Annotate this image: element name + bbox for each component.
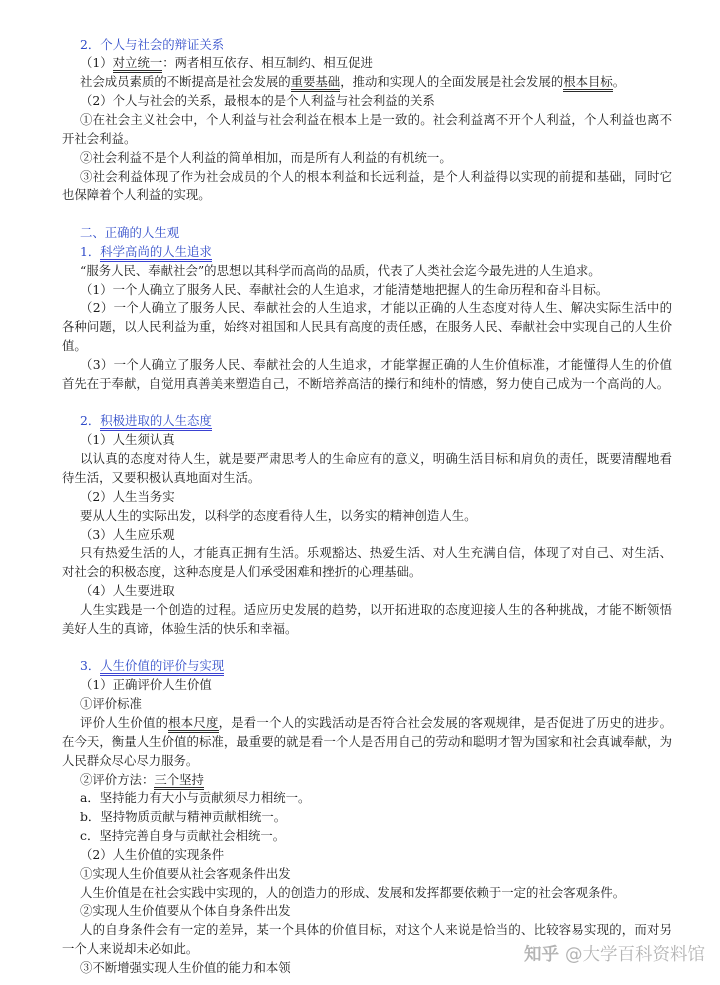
- paragraph: [62, 488, 672, 507]
- text-line: [62, 149, 672, 168]
- paragraph: [62, 111, 672, 149]
- paragraph: [62, 299, 672, 356]
- paragraph: [62, 902, 672, 921]
- paragraph: [62, 601, 672, 639]
- text-line: [62, 375, 672, 394]
- text-line: [62, 620, 672, 639]
- watermark: [524, 945, 705, 965]
- text-line: [62, 299, 672, 318]
- text-run: 在今天，衡量人生价值的标准，最重要的就是看一个人是否用自己的劳动和聪明才智为国家和社会真诚奉献，为: [62, 733, 672, 749]
- text-line: [62, 827, 672, 846]
- text-line: [62, 921, 672, 940]
- text-run: 值。: [62, 338, 87, 354]
- text-line: [62, 36, 672, 55]
- text-line: [62, 488, 672, 507]
- text-run: ②实现人生价值要从个体自身条件出发: [80, 903, 291, 919]
- text-run: 3．: [80, 658, 101, 674]
- paragraph: [62, 526, 672, 545]
- text-line: [62, 676, 672, 695]
- text-run: a．坚持能力有大小与贡献须尽力相统一。: [80, 790, 311, 806]
- text-line: [62, 714, 672, 733]
- text-line: [62, 412, 672, 431]
- text-run: ②评价方法：: [80, 771, 155, 787]
- text-run: ，是看一个人的实践活动是否符合社会发展的客观规律，是否促进了历史的进步。: [218, 714, 673, 730]
- text-run: b．坚持物质贡献与精神贡献相统一。: [80, 809, 287, 825]
- underlined-term: 根本尺度: [168, 715, 218, 733]
- text-run: 评价人生价值的: [80, 714, 169, 730]
- watermark-site: 知乎: [524, 945, 559, 965]
- text-run: （1）: [80, 55, 113, 71]
- text-line: [62, 789, 672, 808]
- underlined-term: 对立统一: [113, 55, 163, 73]
- text-line: [62, 601, 672, 620]
- section: [62, 36, 672, 206]
- paragraph: [62, 676, 672, 695]
- text-line: [62, 902, 672, 921]
- paragraph: [62, 695, 672, 714]
- text-run: （2）一个人确立了服务人民、奉献社会的人生追求，才能以正确的人生态度对待人生、解决实际生活中的: [80, 300, 672, 316]
- text-run: （3）人生应乐观: [80, 526, 175, 542]
- text-run: 首先在于奉献，自觉用真善美来塑造自己，不断培养高洁的操行和纯朴的情感，努力使自己成为一个高尚的人。: [62, 375, 670, 391]
- section-heading: [62, 657, 672, 676]
- text-line: [62, 469, 672, 488]
- text-line: [62, 752, 672, 771]
- text-line: [62, 92, 672, 111]
- text-line: [62, 846, 672, 865]
- paragraph: [62, 54, 672, 73]
- section-heading: [62, 224, 672, 243]
- text-run: 人生价值是在社会实践中实现的，人的创造力的形成、发展和发挥都要依赖于一定的社会客观条件。: [80, 884, 626, 900]
- paragraph: [62, 92, 672, 111]
- watermark-handle: @大学百科资料馆: [565, 945, 705, 965]
- paragraph: [62, 544, 672, 582]
- text-run: ③社会利益体现了作为社会成员的个人的根本利益和长远利益，是个人利益得以实现的前提和基础，同时它: [80, 168, 672, 184]
- underlined-term: 根本目标: [563, 74, 613, 92]
- text-run: 一个人来说却未必如此。: [62, 941, 199, 957]
- text-run: 要从人生的实际出发，以科学的态度看待人生，以务实的精神创造人生。: [80, 507, 477, 523]
- document-page: [62, 36, 672, 978]
- text-run: ①在社会主义社会中，个人利益与社会利益在根本上是一致的。社会利益离不开个人利益，个人利益也离不: [80, 111, 672, 127]
- paragraph: [62, 431, 672, 450]
- text-line: [62, 450, 672, 469]
- section: [62, 224, 672, 394]
- text-run: 1．: [80, 243, 101, 259]
- text-run: ，推动和实现人的全面发展是社会发展的: [340, 74, 564, 90]
- section-gap: [62, 639, 672, 658]
- text-line: [62, 884, 672, 903]
- text-run: 对社会的积极态度，这种态度是人们承受困难和挫折的心理基础。: [62, 564, 422, 580]
- section-heading: [62, 36, 672, 55]
- text-run: 人生实践是一个创造的过程。适应历史发展的趋势，以开拓进取的态度迎接人生的各种挑战，才能不断领悟: [80, 601, 672, 617]
- text-line: [62, 243, 672, 262]
- text-run: ②社会利益不是个人利益的简单相加，而是所有人利益的有机统一。: [80, 149, 452, 165]
- text-run: ③不断增强实现人生价值的能力和本领: [80, 959, 291, 975]
- text-run: c．坚持完善自身与贡献社会相统一。: [80, 828, 286, 844]
- paragraph: [62, 168, 672, 206]
- text-run: （3）一个人确立了服务人民、奉献社会的人生追求，才能掌握正确的人生价值标准，才能懂得人生的价值: [80, 356, 672, 372]
- text-line: [62, 318, 672, 337]
- text-run: 开社会利益。: [62, 130, 137, 146]
- text-run: 。: [612, 74, 626, 90]
- text-line: [62, 54, 672, 73]
- paragraph: [62, 73, 672, 92]
- text-line: [62, 431, 672, 450]
- paragraph: [62, 507, 672, 526]
- text-line: [62, 186, 672, 205]
- text-line: [62, 262, 672, 281]
- text-run: ：两者相互依存、相互制约、相互促进: [162, 55, 373, 71]
- paragraph: [62, 149, 672, 168]
- text-line: [62, 168, 672, 187]
- underlined-term: 三个坚持: [154, 772, 204, 790]
- text-run: 各种问题，以人民利益为重，始终对祖国和人民具有高度的责任感，在服务人民、奉献社会中实现自己的人生价: [62, 319, 672, 335]
- section: [62, 412, 672, 638]
- section-gap: [62, 394, 672, 413]
- text-run: 待生活，又要积极认真地面对生活。: [62, 470, 261, 485]
- text-line: [62, 657, 672, 676]
- text-run: （2）个人与社会的关系，最根本的是个人利益与社会利益的关系: [80, 93, 435, 109]
- paragraph: [62, 789, 672, 808]
- text-run: ①实现人生价值要从社会客观条件出发: [80, 865, 291, 881]
- paragraph: [62, 450, 672, 488]
- paragraph: [62, 582, 672, 601]
- text-line: [62, 582, 672, 601]
- underlined-term: 积极进取的人生态度: [100, 413, 212, 431]
- paragraph: [62, 714, 672, 771]
- text-line: [62, 808, 672, 827]
- text-run: 人的自身条件会有一定的差异，某一个具体的价值目标，对这个人来说是恰当的、比较容易实现的，而对另: [80, 922, 672, 938]
- text-line: [62, 544, 672, 563]
- paragraph: [62, 262, 672, 281]
- text-run: ①评价标准: [80, 696, 142, 712]
- text-run: （1）正确评价人生价值: [80, 677, 212, 693]
- text-line: [62, 563, 672, 582]
- text-run: “服务人民、奉献社会”的思想以其科学而高尚的品质，代表了人类社会迄今最先进的人生追求。: [80, 262, 601, 278]
- text-run: （2）人生价值的实现条件: [80, 846, 225, 862]
- underlined-term: 科学高尚的人生追求: [100, 244, 212, 262]
- text-run: 二、正确的人生观: [80, 225, 180, 241]
- paragraph: [62, 846, 672, 865]
- text-run: （1）一个人确立了服务人民、奉献社会的人生追求，才能清楚地把握人的生命历程和奋斗目标。: [80, 281, 609, 297]
- text-line: [62, 111, 672, 130]
- text-run: 2．: [80, 413, 101, 429]
- text-line: [62, 526, 672, 545]
- text-run: （2）人生当务实: [80, 488, 175, 504]
- text-run: 社会成员素质的不断提高是社会发展的: [80, 74, 291, 90]
- paragraph: [62, 808, 672, 827]
- paragraph: [62, 281, 672, 300]
- text-line: [62, 771, 672, 790]
- text-line: [62, 281, 672, 300]
- text-line: [62, 356, 672, 375]
- text-line: [62, 733, 672, 752]
- text-line: [62, 695, 672, 714]
- paragraph: [62, 771, 672, 790]
- section-heading: [62, 243, 672, 262]
- text-run: （4）人生要进取: [80, 583, 175, 599]
- text-run: 美好人生的真谛，体验生活的快乐和幸福。: [62, 620, 298, 636]
- paragraph: [62, 884, 672, 903]
- paragraph: [62, 356, 672, 394]
- section: [62, 657, 672, 977]
- text-run: 只有热爱生活的人，才能真正拥有生活。乐观豁达、热爱生活、对人生充满自信，体现了对自己、对生活、: [80, 545, 672, 561]
- paragraph: [62, 827, 672, 846]
- section-heading: [62, 412, 672, 431]
- underlined-term: 人生价值的评价与实现: [100, 658, 224, 676]
- text-line: [62, 507, 672, 526]
- text-run: 以认真的态度对待人生，就是要严肃思考人的生命应有的意义，明确生活目标和肩负的责任，既要清醒地看: [80, 451, 672, 467]
- text-line: [62, 130, 672, 149]
- underlined-term: 重要基础: [291, 74, 341, 92]
- text-run: （1）人生须认真: [80, 432, 175, 448]
- text-line: [62, 224, 672, 243]
- text-run: 2．个人与社会的辩证关系: [80, 36, 225, 52]
- text-run: 人民群众尽心尽力服务。: [62, 752, 199, 768]
- paragraph: [62, 865, 672, 884]
- text-line: [62, 865, 672, 884]
- text-line: [62, 73, 672, 92]
- text-line: [62, 337, 672, 356]
- text-run: 也保障着个人利益的实现。: [62, 187, 211, 203]
- section-gap: [62, 205, 672, 224]
